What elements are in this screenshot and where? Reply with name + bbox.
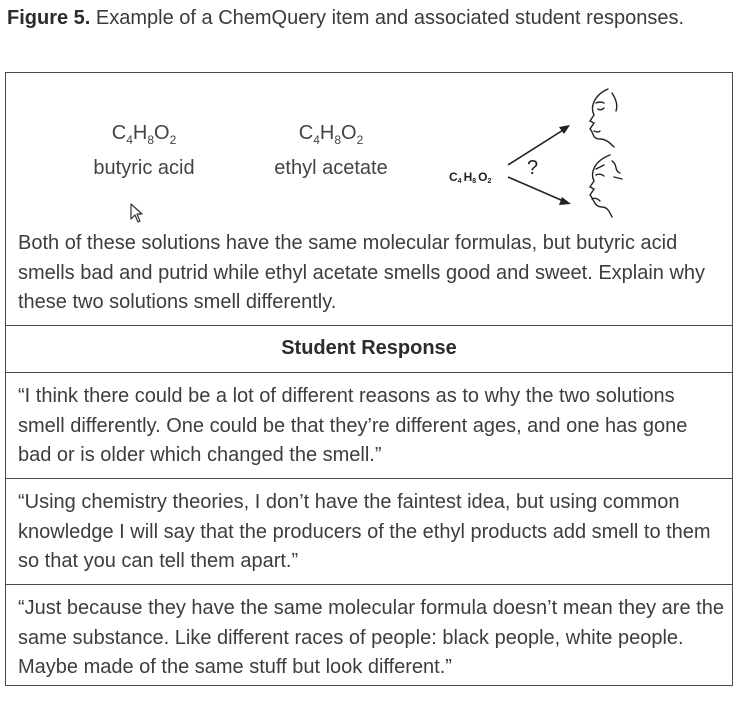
figure-caption-text: Example of a ChemQuery item and associated student responses. (90, 7, 685, 29)
figure-caption (7, 4, 707, 33)
smell-illustration (444, 81, 644, 231)
question-mark: ? (527, 157, 539, 179)
compound-butyric-acid (84, 119, 204, 182)
table-row (6, 478, 732, 584)
compound-ethyl-acetate (266, 119, 396, 182)
disgusted-face-icon (590, 155, 622, 217)
table-row (6, 372, 732, 478)
table-header-row (6, 325, 732, 372)
arrow-up-icon (508, 125, 570, 165)
compound-name: ethyl acetate (274, 157, 388, 179)
item-row (6, 73, 732, 325)
figure-label: Figure 5. (7, 7, 91, 29)
figure-table (5, 72, 733, 686)
arrow-down-icon (508, 177, 571, 205)
student-response-header: Student Response (281, 337, 457, 359)
happy-face-icon (590, 89, 617, 147)
table-row (6, 584, 732, 687)
compound-formula: $C_4H_8O_2$ (298, 122, 364, 147)
student-response-text: “Using chemistry theories, I don’t have the faintest idea, but using common knowledge I will say that the producers of the ethyl products add smell to them so that you can tell them apart.” (18, 491, 711, 572)
compound-name: butyric acid (93, 157, 195, 179)
compound-formula: $C_4H_8O_2$ (111, 122, 177, 147)
student-response-text: “I think there could be a lot of different reasons as to why the two solutions smell differently. One could be that they’re different ages, and one has gone bad or is older which changed the smell.” (18, 385, 688, 466)
student-response-text: “Just because they have the same molecular formula doesn’t mean they are the same substance. Like different races of people: black people, white people. Maybe made of the same stuff but look different.” (18, 597, 724, 678)
item-question: Both of these solutions have the same molecular formulas, but butyric acid smells bad and putrid while ethyl acetate smells good and sweet. Explain why these two solutions smell differently. (18, 232, 706, 313)
illustration-formula: C4 H8 O2 (449, 170, 492, 185)
mouse-pointer-icon (130, 203, 146, 225)
